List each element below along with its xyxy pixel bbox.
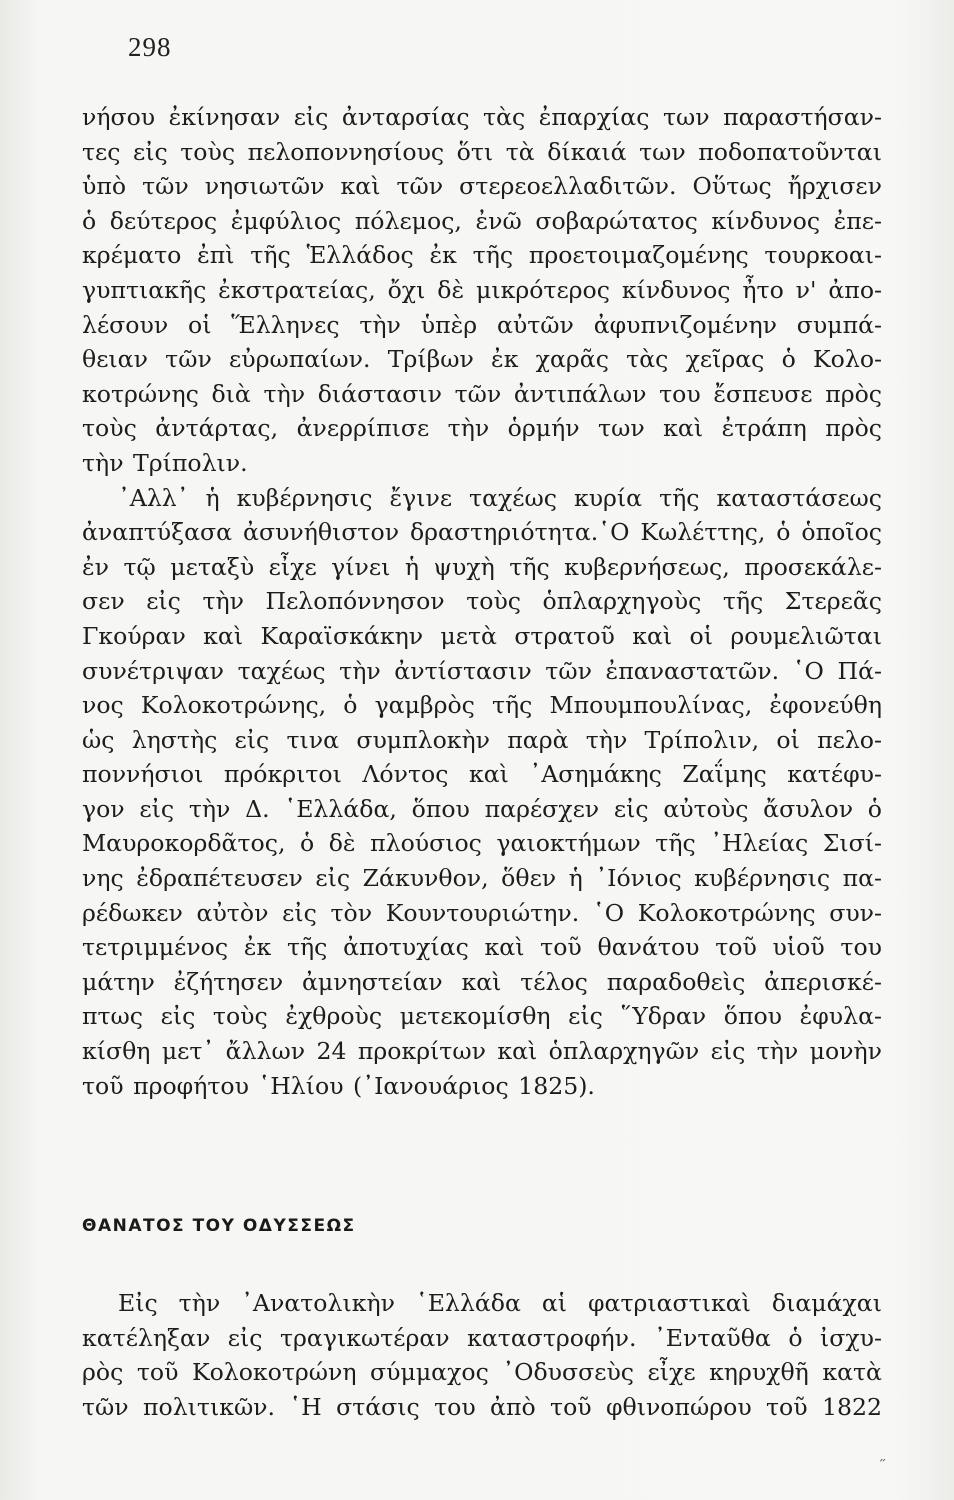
text-line: ὡς ληστὴς εἰς τινα συμπλοκὴν παρὰ τὴν Τρίπολιν, οἱ πελο- [82,725,882,754]
text-line: τετριμμένος ἐκ τῆς ἀποτυχίας καὶ τοῦ θανάτου τοῦ υἱοῦ του [82,933,882,962]
text-line: ᾿Αλλ᾿ ἡ κυβέρνησις ἔγινε ταχέως κυρία τῆς καταστάσεως [118,483,882,512]
text-line: ἀναπτύξασα ἀσυνήθιστον δραστηριότητα.῾Ο Κωλέττης, ὁ ὁποῖος [82,518,882,547]
main-text-block [82,100,882,1103]
text-line: νος Κολοκοτρώνης, ὁ γαμβρὸς τῆς Μπουμπουλίνας, ἐφονεύθη [82,691,882,720]
section-text-block [82,1286,882,1424]
text-line: τὴν Τρίπολιν. [82,448,248,477]
text-line: τοὺς ἀντάρτας, ἀνερρίπισε τὴν ὁρμήν των καὶ ἐτράπη πρὸς [82,414,882,443]
text-line: σεν εἰς τὴν Πελοπόννησον τοὺς ὁπλαρχηγοὺς τῆς Στερεᾶς [82,587,882,616]
text-line: κατέληξαν εἰς τραγικωτέραν καταστροφήν. ᾿Ενταῦθα ὁ ἰσχυ- [82,1323,882,1352]
text-line: νης ἐδραπέτευσεν εἰς Ζάκυνθον, ὅθεν ἡ ᾿Ιόνιος κυβέρνησις πα- [82,864,882,893]
text-line: τες εἰς τοὺς πελοποννησίους ὅτι τὰ δίκαιά των ποδοπατοῦνται [82,137,882,166]
text-line: ρὸς τοῦ Κολοκοτρώνη σύμμαχος ᾿Οδυσσεὺς εἶχε κηρυχθῆ κατὰ [82,1358,882,1387]
text-line: ποννήσιοι πρόκριτοι Λόντος καὶ ᾿Ασημάκης Ζαΐμης κατέφυ- [82,760,882,789]
text-line: τοῦ προφήτου ῾Ηλίου (᾿Ιανουάριος 1825). [82,1071,595,1100]
text-line: Μαυροκορδᾶτος, ὁ δὲ πλούσιος γαιοκτήμων τῆς ᾿Ηλείας Σισί- [82,829,882,858]
text-line: κίσθη μετ᾿ ἄλλων 24 προκρίτων καὶ ὁπλαρχηγῶν εἰς τὴν μονὴν [82,1037,882,1066]
text-line: γον εἰς τὴν Δ. ῾Ελλάδα, ὅπου παρέσχεν εἰς αὐτοὺς ἄσυλον ὁ [82,794,882,823]
text-line: τῶν πολιτικῶν. ῾Η στάσις του ἀπὸ τοῦ φθινοπώρου τοῦ 1822 [82,1392,882,1421]
section-heading: ΘΑΝΑΤΟΣ ΤΟΥ ΟΔΥΣΣΕΩΣ [82,1216,356,1236]
text-line: ὁ δεύτερος ἐμφύλιος πόλεμος, ἐνῶ σοβαρώτατος κίνδυνος ἐπε- [82,206,882,235]
text-line: πτως εἰς τοὺς ἐχθροὺς μετεκομίσθη εἰς ῞Υδραν ὅπου ἐφυλα- [82,1002,882,1031]
text-line: Γκούραν καὶ Καραϊσκάκην μετὰ στρατοῦ καὶ οἱ ρουμελιῶται [82,621,882,650]
corner-mark: ˶ [880,1448,886,1467]
text-line: νήσου ἐκίνησαν εἰς ἀνταρσίας τὰς ἐπαρχίας των παραστήσαν- [82,103,882,131]
page-number: 298 [128,32,172,62]
text-line: κοτρώνης διὰ τὴν διάστασιν τῶν ἀντιπάλων του ἔσπευσε πρὸς [82,379,882,408]
text-line: Εἰς τὴν ᾿Ανατολικὴν ῾Ελλάδα αἱ φατριαστικαὶ διαμάχαι [118,1289,882,1317]
text-line: συνέτριψαν ταχέως τὴν ἀντίστασιν τῶν ἐπαναστατῶν. ῾Ο Πά- [82,656,882,685]
text-line: ἐν τῷ μεταξὺ εἶχε γίνει ἡ ψυχὴ τῆς κυβερνήσεως, προσεκάλε- [82,552,882,581]
text-line: γυπτιακῆς ἐκστρατείας, ὄχι δὲ μικρότερος κίνδυνος ἦτο ν' ἀπο- [82,275,882,304]
text-line: κρέματο ἐπὶ τῆς Ἑλλάδος ἐκ τῆς προετοιμαζομένης τουρκοαι- [82,241,882,270]
text-line: ρέδωκεν αὐτὸν εἰς τὸν Κουντουριώτην. ῾Ο Κολοκοτρώνης συν- [82,898,882,927]
text-line: λέσουν οἱ Ἕλληνες τὴν ὑπὲρ αὐτῶν ἀφυπνιζομένην συμπά- [82,310,882,339]
text-line: μάτην ἐζήτησεν ἀμνηστείαν καὶ τέλος παραδοθεὶς ἀπερισκέ- [82,967,882,996]
text-line: ὑπὸ τῶν νησιωτῶν καὶ τῶν στερεοελλαδιτῶν. Οὕτως ἤρχισεν [82,172,882,201]
text-line: θειαν τῶν εὐρωπαίων. Τρίβων ἐκ χαρᾶς τὰς χεῖρας ὁ Κολο- [82,345,882,374]
